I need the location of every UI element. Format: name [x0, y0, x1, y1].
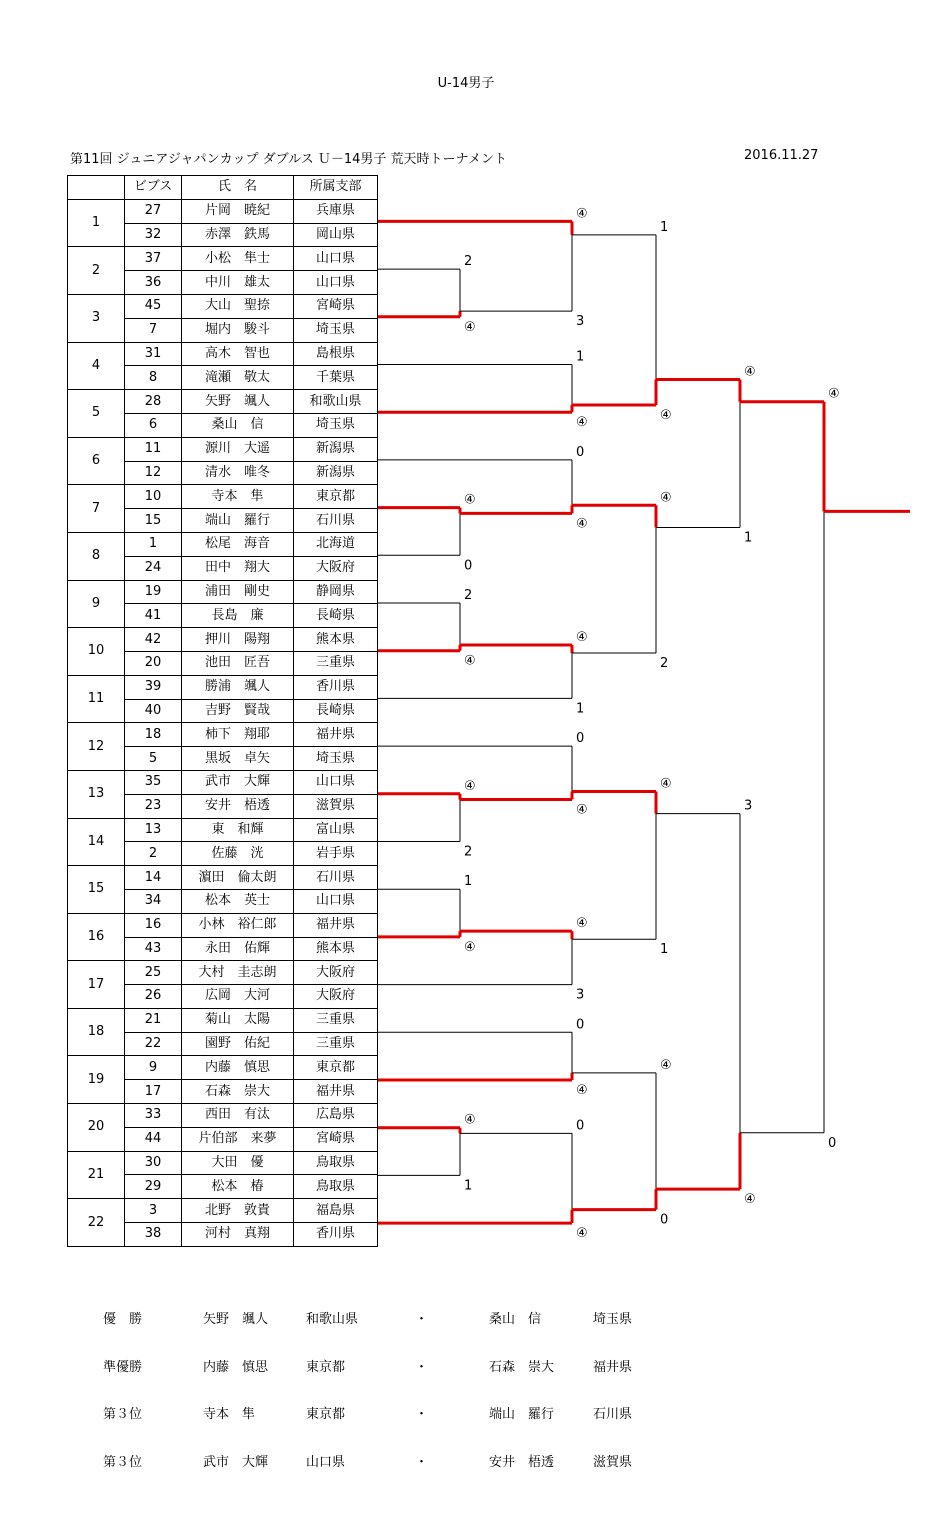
player-name: 源川 大遥 [182, 437, 294, 461]
player-branch: 香川県 [294, 675, 378, 699]
player-branch: 兵庫県 [294, 199, 378, 223]
player-bib: 10 [125, 485, 182, 509]
player-branch: 長崎県 [294, 699, 378, 723]
match-score: ④ [576, 916, 588, 932]
col-header-name: 氏 名 [182, 176, 294, 200]
match-score: 1 [744, 530, 753, 546]
player-bib: 8 [125, 366, 182, 390]
player-bib: 17 [125, 1080, 182, 1104]
result-rank: 優 勝 [103, 1312, 143, 1327]
player-branch: 大阪府 [294, 985, 378, 1009]
player-bib: 31 [125, 342, 182, 366]
player-name: 園野 佑紀 [182, 1032, 294, 1056]
player-bib: 18 [125, 723, 182, 747]
player-branch: 新潟県 [294, 437, 378, 461]
player-branch: 福井県 [294, 913, 378, 937]
player-bib: 39 [125, 675, 182, 699]
player-bib: 13 [125, 818, 182, 842]
player-branch: 広島県 [294, 1104, 378, 1128]
player-name: 松本 英士 [182, 889, 294, 913]
player-bib: 38 [125, 1223, 182, 1247]
player-branch: 埼玉県 [294, 413, 378, 437]
player-name: 河村 真翔 [182, 1223, 294, 1247]
player-name: 滝瀬 敬太 [182, 366, 294, 390]
player-branch: 熊本県 [294, 628, 378, 652]
player-name: 黒坂 卓矢 [182, 747, 294, 771]
result-branch2: 福井県 [593, 1359, 633, 1375]
player-name: 押川 陽翔 [182, 628, 294, 652]
pair-number: 18 [68, 1008, 125, 1056]
pair-number: 21 [68, 1151, 125, 1199]
player-name: 内藤 慎思 [182, 1056, 294, 1080]
player-branch: 鳥取県 [294, 1151, 378, 1175]
player-name: 北野 敦貴 [182, 1199, 294, 1223]
match-score: ④ [576, 1226, 588, 1242]
match-score: 1 [464, 874, 473, 890]
player-bib: 21 [125, 1008, 182, 1032]
pair-number: 3 [68, 294, 125, 342]
player-bib: 1 [125, 532, 182, 556]
player-branch: 福井県 [294, 723, 378, 747]
result-player1: 内藤 慎思 [203, 1359, 269, 1375]
player-name: 安井 梧透 [182, 794, 294, 818]
player-bib: 29 [125, 1175, 182, 1199]
match-score: 3 [576, 987, 585, 1003]
pair-number: 13 [68, 770, 125, 818]
tournament-date: 2016.11.27 [744, 148, 819, 163]
player-name: 西田 有汰 [182, 1104, 294, 1128]
player-branch: 埼玉県 [294, 747, 378, 771]
match-score: ④ [576, 1083, 588, 1098]
player-branch: 鳥取県 [294, 1175, 378, 1199]
pair-number: 20 [68, 1104, 125, 1152]
match-score: ④ [464, 778, 476, 794]
player-branch: 東京都 [294, 1056, 378, 1080]
player-name: 池田 匠吾 [182, 651, 294, 675]
player-name: 松尾 海音 [182, 532, 294, 556]
player-bib: 11 [125, 437, 182, 461]
pair-number: 2 [68, 247, 125, 295]
player-branch: 岡山県 [294, 223, 378, 247]
match-score: ④ [576, 415, 588, 431]
player-bib: 37 [125, 247, 182, 271]
match-score: ④ [744, 364, 756, 380]
result-branch1: 東京都 [306, 1407, 346, 1423]
match-score: 1 [464, 1178, 473, 1194]
result-rank: 第３位 [103, 1407, 143, 1423]
player-branch: 宮崎県 [294, 1127, 378, 1151]
player-bib: 23 [125, 794, 182, 818]
result-separator: ・ [415, 1455, 429, 1471]
match-score: ④ [660, 776, 672, 792]
player-name: 濵田 倫太朗 [182, 866, 294, 890]
result-player1: 矢野 颯人 [203, 1312, 269, 1327]
player-name: 清水 唯冬 [182, 461, 294, 485]
player-name: 小林 裕仁郎 [182, 913, 294, 937]
result-player1: 武市 大輝 [203, 1455, 269, 1471]
pair-number: 11 [68, 675, 125, 723]
match-score: 2 [464, 254, 473, 270]
match-score: ④ [660, 1057, 672, 1073]
player-bib: 14 [125, 866, 182, 890]
pair-number: 5 [68, 390, 125, 438]
player-name: 中川 雄太 [182, 271, 294, 295]
pair-number: 14 [68, 818, 125, 866]
player-name: 田中 翔大 [182, 556, 294, 580]
player-bib: 27 [125, 199, 182, 223]
player-branch: 大阪府 [294, 556, 378, 580]
player-bib: 43 [125, 937, 182, 961]
player-branch: 山口県 [294, 770, 378, 794]
player-branch: 岩手県 [294, 842, 378, 866]
player-branch: 石川県 [294, 509, 378, 533]
player-name: 片岡 暁紀 [182, 199, 294, 223]
player-bib: 6 [125, 413, 182, 437]
player-branch: 山口県 [294, 271, 378, 295]
match-score: 2 [464, 844, 473, 860]
player-name: 端山 羅行 [182, 509, 294, 533]
player-bib: 45 [125, 294, 182, 318]
player-bib: 44 [125, 1127, 182, 1151]
match-score: ④ [828, 386, 840, 402]
player-bib: 7 [125, 318, 182, 342]
player-bib: 19 [125, 580, 182, 604]
match-score: 1 [576, 349, 585, 365]
player-branch: 宮崎県 [294, 294, 378, 318]
result-rank: 準優勝 [103, 1359, 143, 1375]
player-branch: 北海道 [294, 532, 378, 556]
player-name: 永田 佑輝 [182, 937, 294, 961]
player-bib: 35 [125, 770, 182, 794]
player-branch: 長崎県 [294, 604, 378, 628]
pair-number: 9 [68, 580, 125, 628]
match-score: ④ [576, 516, 588, 532]
player-name: 吉野 賢哉 [182, 699, 294, 723]
player-bib: 16 [125, 913, 182, 937]
match-score: 1 [576, 701, 585, 717]
player-name: 長島 廉 [182, 604, 294, 628]
result-branch1: 東京都 [306, 1359, 346, 1375]
player-branch: 和歌山県 [294, 390, 378, 414]
match-score: ④ [660, 490, 672, 506]
col-header-bib: ビブス [125, 176, 182, 200]
col-header-branch: 所属支部 [294, 176, 378, 200]
match-score: ④ [464, 492, 476, 508]
match-score: ④ [576, 206, 588, 222]
player-branch: 東京都 [294, 485, 378, 509]
result-separator: ・ [415, 1359, 429, 1375]
player-branch: 大阪府 [294, 961, 378, 985]
player-branch: 熊本県 [294, 937, 378, 961]
player-branch: 三重県 [294, 1032, 378, 1056]
player-branch: 山口県 [294, 247, 378, 271]
result-branch1: 和歌山県 [306, 1312, 359, 1327]
player-bib: 2 [125, 842, 182, 866]
result-branch2: 滋賀県 [593, 1455, 633, 1471]
pair-number: 22 [68, 1199, 125, 1247]
player-branch: 千葉県 [294, 366, 378, 390]
match-score: ④ [576, 629, 588, 645]
pair-number: 19 [68, 1056, 125, 1104]
pair-number: 17 [68, 961, 125, 1009]
pair-number: 7 [68, 485, 125, 533]
player-name: 大山 聖捺 [182, 294, 294, 318]
player-branch: 滋賀県 [294, 794, 378, 818]
player-branch: 三重県 [294, 651, 378, 675]
player-bib: 22 [125, 1032, 182, 1056]
player-name: 矢野 颯人 [182, 390, 294, 414]
match-score: 1 [660, 219, 669, 235]
result-player2: 安井 梧透 [489, 1455, 555, 1471]
player-bib: 33 [125, 1104, 182, 1128]
player-branch: 埼玉県 [294, 318, 378, 342]
pair-number: 12 [68, 723, 125, 771]
player-name: 勝浦 颯人 [182, 675, 294, 699]
player-name: 松本 椿 [182, 1175, 294, 1199]
player-bib: 3 [125, 1199, 182, 1223]
player-name: 大田 優 [182, 1151, 294, 1175]
match-score: 2 [464, 588, 473, 603]
match-score: 2 [660, 655, 669, 671]
result-player2: 桑山 信 [489, 1312, 542, 1327]
player-name: 佐藤 洸 [182, 842, 294, 866]
player-bib: 20 [125, 651, 182, 675]
player-bib: 26 [125, 985, 182, 1009]
match-score: 0 [576, 444, 585, 460]
player-name: 柿下 翔耶 [182, 723, 294, 747]
player-branch: 福井県 [294, 1080, 378, 1104]
pair-number: 4 [68, 342, 125, 390]
match-score: 0 [576, 1118, 585, 1134]
player-name: 赤澤 鉄馬 [182, 223, 294, 247]
player-branch: 静岡県 [294, 580, 378, 604]
result-player2: 端山 羅行 [489, 1407, 555, 1423]
result-branch2: 埼玉県 [593, 1312, 633, 1327]
player-name: 武市 大輝 [182, 770, 294, 794]
pair-number: 1 [68, 199, 125, 247]
player-branch: 三重県 [294, 1008, 378, 1032]
player-branch: 香川県 [294, 1223, 378, 1247]
player-branch: 富山県 [294, 818, 378, 842]
player-bib: 30 [125, 1151, 182, 1175]
player-bib: 40 [125, 699, 182, 723]
player-name: 菊山 太陽 [182, 1008, 294, 1032]
result-branch1: 山口県 [306, 1455, 346, 1471]
match-score: ④ [660, 408, 672, 424]
match-score: 1 [660, 942, 669, 958]
player-bib: 41 [125, 604, 182, 628]
player-bib: 24 [125, 556, 182, 580]
result-branch2: 石川県 [593, 1407, 633, 1423]
player-name: 高木 智也 [182, 342, 294, 366]
match-score: 0 [660, 1212, 669, 1228]
match-score: 3 [744, 798, 753, 814]
player-name: 東 和輝 [182, 818, 294, 842]
match-score: ④ [464, 1112, 476, 1128]
result-separator: ・ [415, 1407, 429, 1423]
result-separator: ・ [415, 1312, 429, 1327]
player-name: 小松 隼士 [182, 247, 294, 271]
match-score: 3 [576, 314, 585, 330]
pair-number: 15 [68, 866, 125, 914]
player-bib: 9 [125, 1056, 182, 1080]
player-name: 寺本 隼 [182, 485, 294, 509]
match-score: ④ [576, 802, 588, 818]
player-name: 片伯部 来夢 [182, 1127, 294, 1151]
player-bib: 28 [125, 390, 182, 414]
pair-number: 8 [68, 532, 125, 580]
match-score: ④ [464, 319, 476, 335]
match-score: 0 [828, 1135, 837, 1151]
tournament-heading: 第11回 ジュニアジャパンカップ ダブルス Ｕ－14男子 荒天時トーナメント [70, 152, 508, 167]
match-score: ④ [464, 939, 476, 955]
player-name: 堀内 駿斗 [182, 318, 294, 342]
pair-number: 16 [68, 913, 125, 961]
match-score: ④ [744, 1192, 756, 1208]
player-branch: 新潟県 [294, 461, 378, 485]
result-player2: 石森 崇大 [489, 1359, 555, 1375]
player-bib: 12 [125, 461, 182, 485]
page-label: U-14男子 [437, 76, 495, 91]
player-bib: 25 [125, 961, 182, 985]
player-name: 浦田 剛史 [182, 580, 294, 604]
player-name: 石森 崇大 [182, 1080, 294, 1104]
player-name: 広岡 大河 [182, 985, 294, 1009]
player-bib: 36 [125, 271, 182, 295]
player-branch: 石川県 [294, 866, 378, 890]
player-bib: 15 [125, 509, 182, 533]
player-name: 桑山 信 [182, 413, 294, 437]
result-player1: 寺本 隼 [203, 1407, 256, 1423]
match-score: 0 [576, 1017, 585, 1033]
player-bib: 32 [125, 223, 182, 247]
player-bib: 34 [125, 889, 182, 913]
match-score: ④ [464, 653, 476, 669]
result-rank: 第３位 [103, 1455, 143, 1471]
player-bib: 42 [125, 628, 182, 652]
player-branch: 福島県 [294, 1199, 378, 1223]
pair-number: 10 [68, 628, 125, 676]
pair-number: 6 [68, 437, 125, 485]
match-score: 0 [576, 731, 585, 747]
player-branch: 山口県 [294, 889, 378, 913]
player-name: 大村 圭志朗 [182, 961, 294, 985]
match-score: 0 [464, 558, 473, 574]
player-branch: 島根県 [294, 342, 378, 366]
player-bib: 5 [125, 747, 182, 771]
